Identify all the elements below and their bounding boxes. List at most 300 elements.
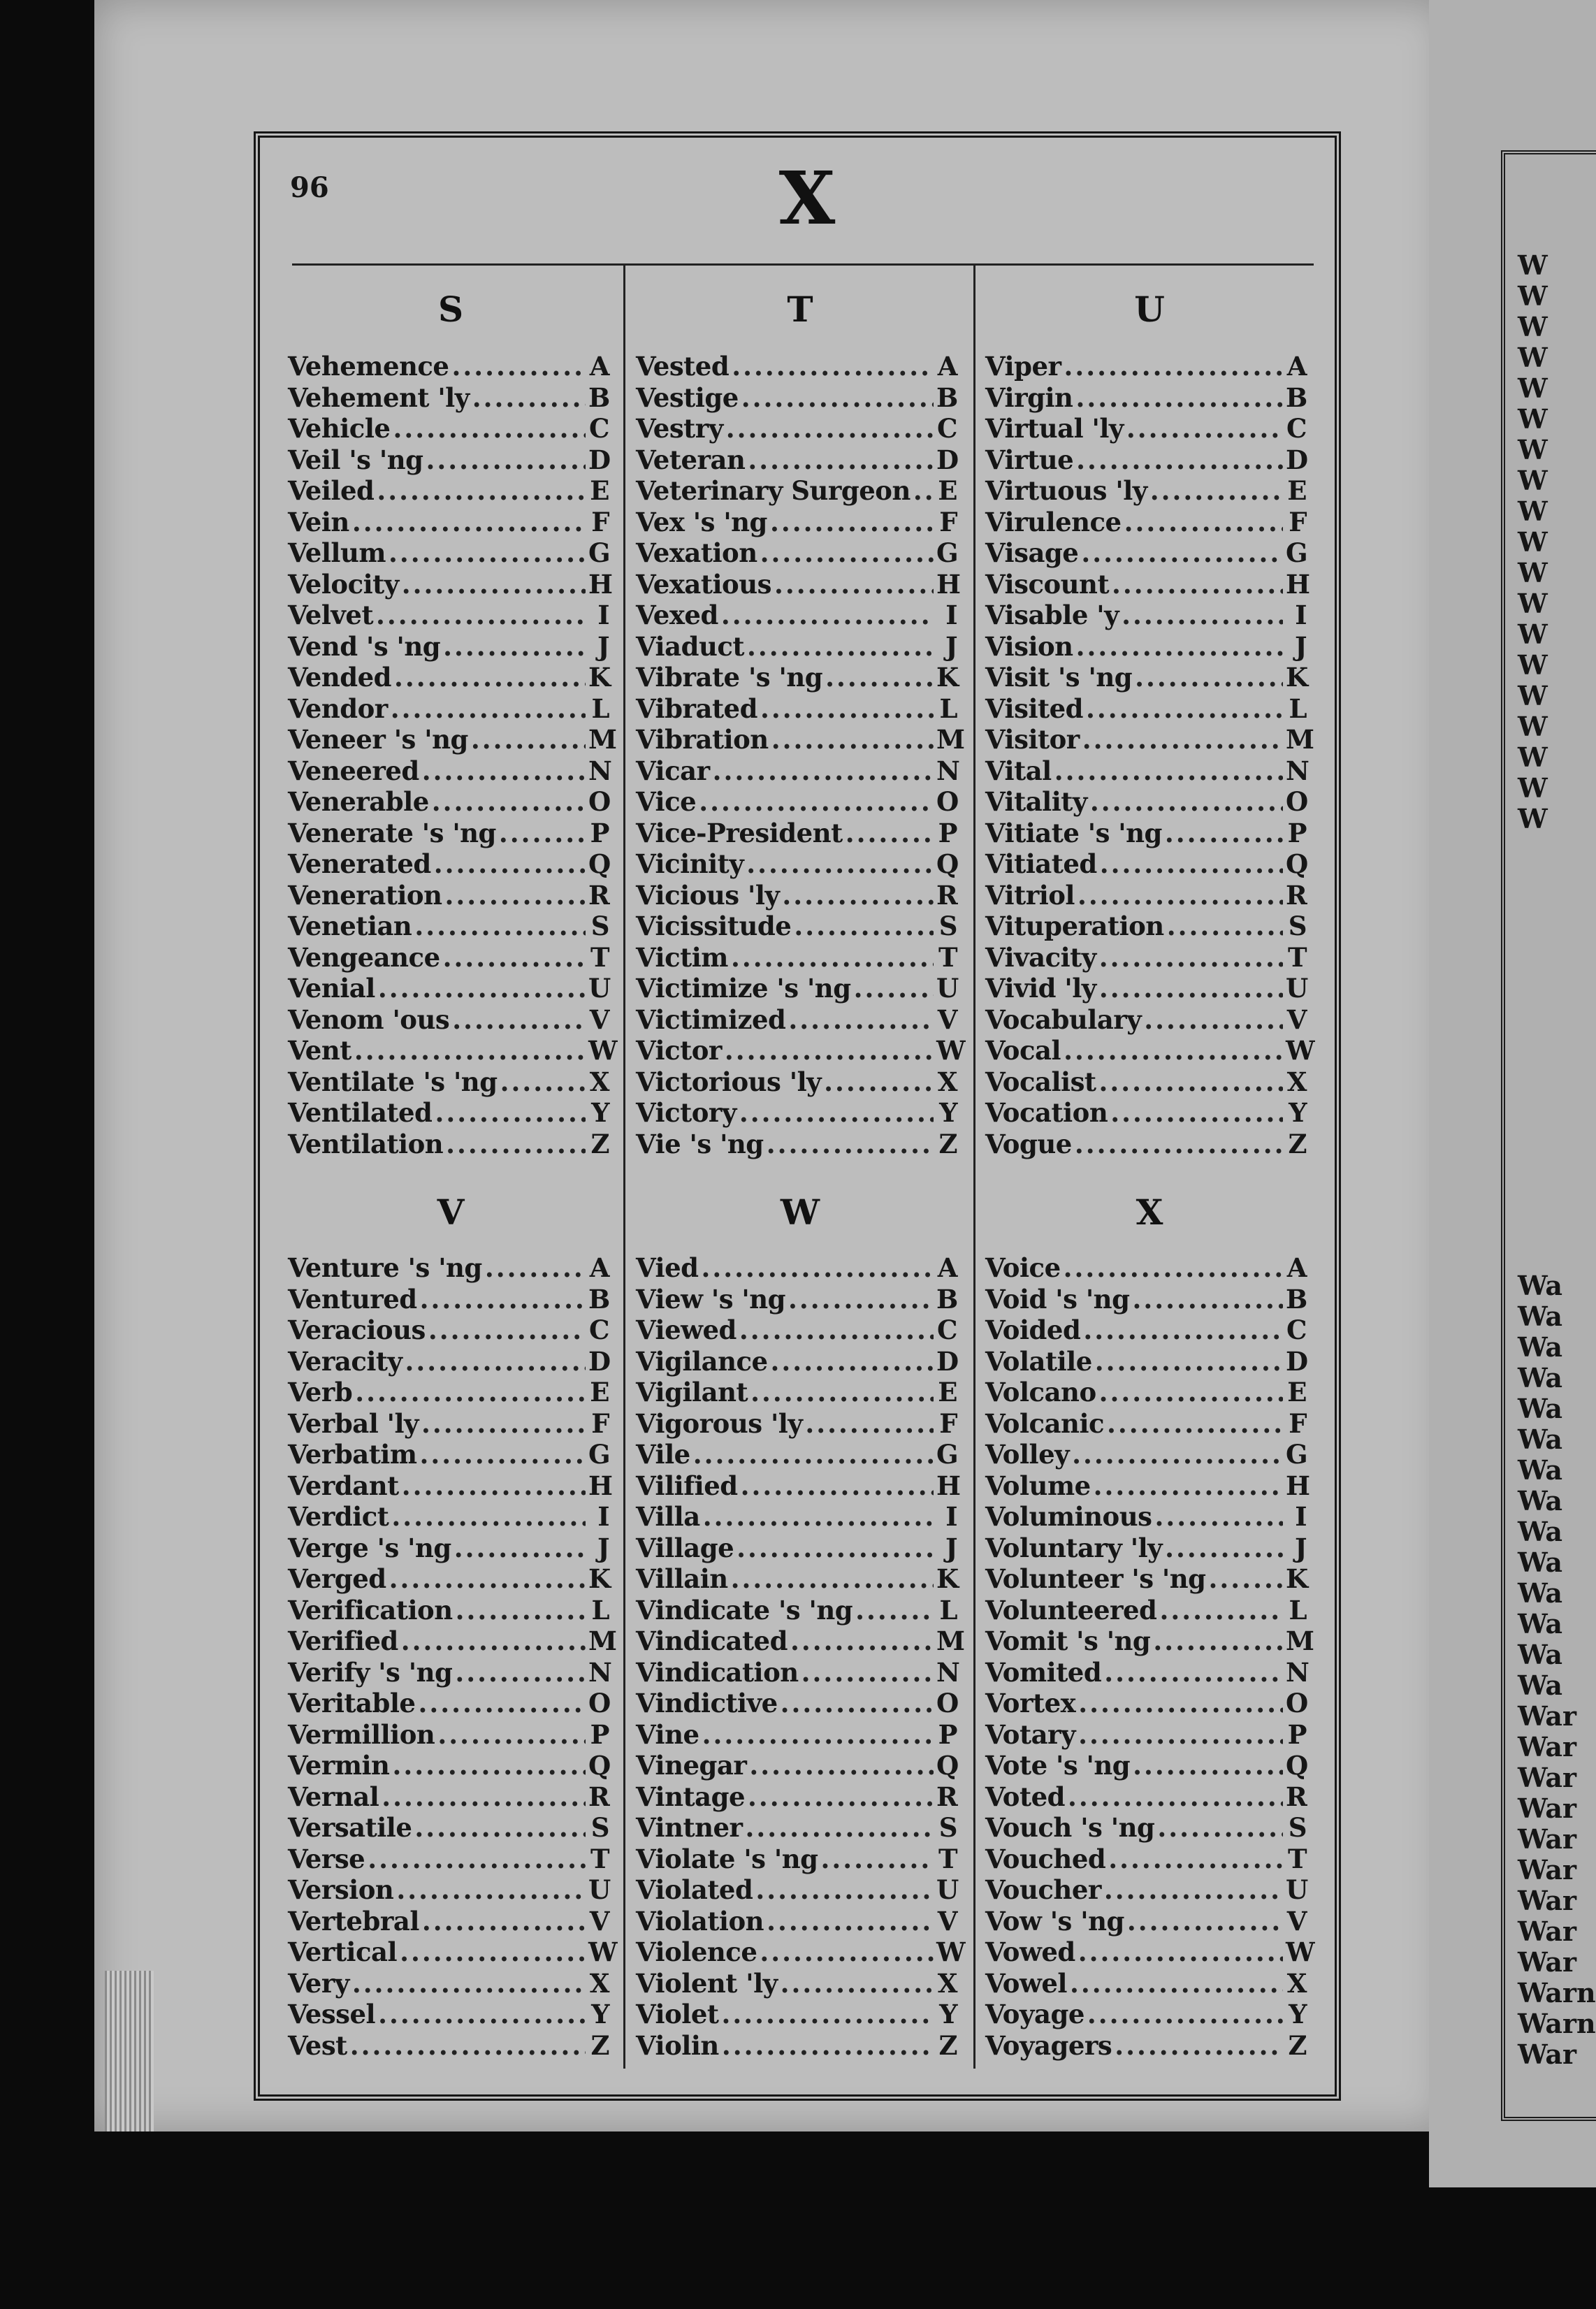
page-number: 96	[290, 171, 329, 204]
leader-dots	[741, 1470, 934, 1501]
entry-word: View 's 'ng	[636, 1283, 786, 1315]
leader-dots	[422, 755, 586, 786]
entry-code: V	[937, 1004, 957, 1035]
entry-code: L	[939, 1594, 957, 1626]
entry-code: P	[938, 1718, 957, 1750]
entry-code: H	[936, 1470, 961, 1501]
leader-dots	[1068, 1781, 1283, 1812]
entry-code: R	[936, 1781, 958, 1812]
entry-word: Violated	[636, 1874, 753, 1905]
entry-code: J	[945, 630, 957, 662]
entry-row	[636, 1377, 957, 1408]
entry-code: C	[937, 1315, 957, 1345]
leader-dots	[855, 1595, 934, 1626]
entry-word: Vivacity	[985, 941, 1096, 973]
leader-dots	[391, 693, 586, 724]
entry-word: Veil 's 'ng	[288, 444, 423, 475]
entry-code: N	[1286, 1656, 1310, 1688]
leader-dots	[731, 942, 934, 973]
entry-code: O	[588, 1688, 611, 1718]
leader-dots	[1108, 1844, 1283, 1874]
entry-code: E	[590, 1377, 609, 1407]
leader-dots	[1209, 1563, 1283, 1594]
facing-page-fragment: Wa	[1518, 1331, 1562, 1363]
leader-dots	[731, 1563, 934, 1594]
facing-page-fragment: Wa	[1518, 1301, 1562, 1332]
entry-word: Verification	[288, 1594, 453, 1626]
entry-row	[985, 600, 1307, 631]
entry-code: Z	[590, 2029, 609, 2061]
column-heading: S	[437, 289, 464, 330]
leader-dots	[456, 1595, 586, 1626]
leader-dots	[770, 507, 934, 537]
entry-code: O	[936, 786, 959, 817]
entry-row	[985, 1346, 1307, 1377]
entry-code: Y	[1289, 1097, 1307, 1128]
entry-word: Void 's 'ng	[985, 1283, 1130, 1315]
entry-code: M	[588, 1626, 617, 1656]
entry-code: M	[588, 724, 617, 755]
entry-word: Versatile	[288, 1812, 412, 1843]
entry-row	[985, 444, 1307, 476]
facing-page-fragment: Wa	[1518, 1670, 1562, 1701]
entry-code: P	[590, 1718, 609, 1750]
leader-dots	[389, 537, 586, 568]
leader-dots	[499, 818, 586, 848]
entry-word: Viaduct	[636, 630, 744, 662]
entry-row	[288, 786, 609, 818]
entry-code: K	[588, 1563, 611, 1594]
entry-code: I	[597, 1501, 609, 1532]
leader-dots	[1078, 1688, 1283, 1718]
entry-word: Virulence	[985, 506, 1122, 537]
entry-word: Vehicle	[288, 413, 391, 444]
entry-code: Y	[591, 1097, 609, 1128]
entry-word: Victorious 'ly	[636, 1066, 822, 1097]
facing-page-fragment: Wa	[1518, 1362, 1562, 1394]
entry-code: I	[1295, 1501, 1307, 1532]
leader-dots	[426, 444, 586, 475]
leader-dots	[721, 600, 934, 630]
entry-code: N	[936, 1656, 960, 1688]
entry-row	[985, 1501, 1307, 1533]
entry-code: L	[1289, 693, 1307, 724]
entry-word: Vermin	[288, 1750, 390, 1781]
entry-row	[985, 1315, 1307, 1346]
leader-dots	[420, 1439, 586, 1470]
leader-dots	[820, 1844, 934, 1874]
entry-code: H	[936, 568, 961, 600]
entry-row	[636, 1315, 957, 1346]
entry-code: Z	[1288, 1128, 1307, 1159]
entry-row	[985, 911, 1307, 942]
entry-word: Verdict	[288, 1501, 389, 1532]
entry-row	[985, 1968, 1307, 1999]
leader-dots	[1100, 848, 1283, 879]
entry-word: Vehement 'ly	[288, 382, 470, 413]
leader-dots	[1094, 1470, 1283, 1501]
entry-row	[985, 1937, 1315, 1968]
entry-row	[985, 1874, 1307, 1906]
entry-word: Violet	[636, 1999, 719, 2029]
leader-dots	[767, 1129, 934, 1159]
entry-code: Q	[1286, 1750, 1308, 1781]
leader-dots	[378, 1999, 586, 2029]
entry-word: Vestry	[636, 413, 723, 444]
entry-code: Q	[588, 1750, 611, 1781]
entry-row	[288, 1968, 609, 1999]
entry-row	[288, 1315, 609, 1346]
entry-row	[636, 1284, 957, 1315]
leader-dots	[393, 413, 586, 444]
entry-row	[985, 1595, 1307, 1626]
entry-code: K	[936, 662, 959, 693]
entry-row	[288, 1844, 609, 1875]
entry-word: Voted	[985, 1781, 1065, 1812]
leader-dots	[1099, 942, 1283, 973]
entry-word: Very	[288, 1967, 349, 1999]
entry-code: Q	[1286, 848, 1308, 879]
entry-word: Verb	[288, 1377, 353, 1407]
entry-code: Y	[939, 1999, 957, 2029]
leader-dots	[1153, 1626, 1283, 1656]
leader-dots	[755, 1874, 934, 1905]
leader-dots	[1127, 1906, 1283, 1937]
entry-word: Violin	[636, 2029, 719, 2061]
entry-code: H	[1286, 1470, 1310, 1501]
entry-word: Vocabulary	[985, 1004, 1142, 1035]
entry-word: Viewed	[636, 1315, 737, 1345]
facing-page-fragment: W	[1518, 680, 1548, 711]
leader-dots	[1126, 413, 1283, 444]
entry-row	[985, 1129, 1307, 1160]
entry-code: E	[1287, 1377, 1307, 1407]
entry-word: Ventilation	[288, 1128, 444, 1159]
entry-word: Voided	[985, 1315, 1081, 1345]
leader-dots	[781, 1968, 934, 1999]
entry-word: Vicissitude	[636, 911, 792, 941]
leader-dots	[446, 1129, 586, 1159]
entry-word: Vile	[636, 1439, 690, 1470]
leader-dots	[354, 1035, 586, 1066]
entry-word: Verbatim	[288, 1439, 417, 1470]
column-heading: W	[780, 1192, 820, 1233]
entry-code: F	[591, 506, 609, 537]
entry-word: Vomit 's 'ng	[985, 1626, 1151, 1656]
leader-dots	[1083, 1315, 1283, 1345]
entry-row	[288, 507, 609, 538]
entry-row	[985, 1284, 1307, 1315]
entry-word: Vicious 'ly	[636, 879, 780, 911]
entry-word: Vermillion	[288, 1718, 435, 1750]
entry-word: Vertebral	[288, 1905, 419, 1937]
entry-row	[636, 942, 957, 973]
leader-dots	[693, 1439, 934, 1470]
entry-word: Veneration	[288, 879, 442, 911]
entry-word: Vice-President	[636, 817, 843, 848]
leader-dots	[445, 880, 586, 911]
leader-dots	[1076, 631, 1283, 662]
entry-word: Vexation	[636, 537, 757, 568]
leader-dots	[1135, 662, 1283, 693]
entry-row	[985, 1563, 1307, 1595]
entry-code: I	[945, 600, 957, 630]
entry-row	[636, 413, 957, 444]
facing-page-fragment: War	[1518, 1731, 1577, 1762]
entry-code: N	[588, 755, 612, 786]
entry-word: Volley	[985, 1439, 1070, 1470]
entry-word: Verged	[288, 1563, 386, 1594]
entry-row	[288, 848, 609, 880]
facing-page-fragment: W	[1518, 342, 1548, 373]
leader-dots	[788, 1284, 934, 1315]
entry-word: Venial	[288, 973, 375, 1004]
column-divider	[623, 266, 625, 2069]
entry-word: Vitriol	[985, 879, 1075, 911]
leader-dots	[722, 2030, 934, 2061]
entry-row	[288, 1595, 609, 1626]
entry-row	[636, 1129, 957, 1160]
entry-word: Vend 's 'ng	[288, 630, 441, 662]
entry-code: N	[1286, 755, 1310, 786]
leader-dots	[454, 1533, 586, 1563]
entry-code: F	[939, 506, 957, 537]
facing-page-fragment: W	[1518, 280, 1548, 312]
facing-page-fragment: W	[1518, 311, 1548, 342]
entry-code: A	[1286, 351, 1307, 382]
entry-row	[985, 662, 1307, 693]
entry-code: S	[938, 1812, 957, 1843]
entry-list	[636, 1252, 966, 2061]
entry-code: M	[936, 1626, 965, 1656]
entry-row	[636, 818, 957, 849]
facing-page-fragment: W	[1518, 526, 1548, 558]
entry-code: Q	[936, 848, 959, 879]
entry-row	[288, 351, 609, 382]
entry-code: X	[1286, 1066, 1307, 1097]
leader-dots	[391, 1501, 586, 1532]
leader-dots	[402, 1470, 586, 1501]
leader-dots	[1167, 911, 1283, 941]
leader-dots	[854, 973, 934, 1004]
entry-code: T	[938, 1843, 957, 1874]
leader-dots	[1078, 1937, 1283, 1967]
leader-dots	[1087, 1999, 1283, 2029]
leader-dots	[1090, 786, 1283, 817]
entry-word: Victor	[636, 1035, 722, 1066]
leader-dots	[1054, 755, 1283, 786]
facing-page-fragment: Wa	[1518, 1516, 1562, 1547]
entry-word: Venerate 's 'ng	[288, 817, 496, 848]
entry-code: G	[588, 537, 611, 568]
entry-code: D	[936, 444, 959, 475]
leader-dots	[471, 724, 586, 755]
entry-code: A	[937, 351, 957, 382]
entry-row	[288, 444, 609, 476]
entry-row	[985, 1999, 1307, 2030]
entry-row	[985, 880, 1307, 911]
entry-word: Vocalist	[985, 1066, 1096, 1097]
entry-word: Vibration	[636, 724, 769, 755]
leader-dots	[1095, 1346, 1283, 1377]
entry-row	[636, 475, 957, 507]
entry-code: P	[1287, 817, 1307, 848]
entry-row	[288, 1129, 609, 1160]
facing-page-fragment: War	[1518, 2039, 1577, 2070]
facing-page-fragment: Wa	[1518, 1547, 1562, 1578]
entry-code: W	[936, 1937, 966, 1967]
entry-code: P	[590, 817, 609, 848]
entry-row	[985, 786, 1307, 818]
facing-page-fragment: W	[1518, 741, 1548, 773]
leader-dots	[781, 1688, 934, 1718]
entry-code: G	[936, 1439, 959, 1470]
leader-dots	[846, 818, 934, 848]
leader-dots	[750, 1377, 934, 1407]
entry-row	[985, 413, 1307, 444]
entry-row	[288, 1626, 617, 1657]
entry-row	[636, 537, 957, 569]
leader-dots	[382, 1781, 586, 1812]
entry-row	[288, 1563, 609, 1595]
entry-row	[288, 724, 617, 755]
entry-row	[288, 382, 609, 414]
leader-dots	[422, 1906, 586, 1937]
entry-row	[288, 911, 609, 942]
entry-row	[636, 1844, 957, 1875]
entry-word: Vinegar	[636, 1750, 747, 1781]
entry-code: L	[591, 693, 609, 724]
entry-row	[636, 1937, 966, 1968]
leader-dots	[747, 631, 934, 662]
entry-row	[636, 1470, 961, 1502]
leader-dots	[771, 1346, 934, 1377]
entry-code: D	[588, 444, 611, 475]
entry-word: Victory	[636, 1097, 737, 1128]
entry-code: O	[1286, 1688, 1308, 1718]
entry-word: Vow 's 'ng	[985, 1905, 1124, 1937]
leader-dots	[405, 1346, 586, 1377]
entry-code: Y	[591, 1999, 609, 2029]
entry-code: R	[1286, 1781, 1307, 1812]
entry-code: V	[589, 1905, 609, 1937]
column-heading: X	[1136, 1192, 1163, 1233]
column-heading: V	[437, 1192, 465, 1233]
entry-row	[288, 1781, 609, 1813]
entry-word: Vigorous 'ly	[636, 1407, 803, 1439]
entry-word: Vogue	[985, 1128, 1072, 1159]
leader-dots	[760, 693, 934, 724]
leader-dots	[428, 1315, 586, 1345]
leader-dots	[1076, 444, 1283, 475]
entry-code: H	[588, 568, 613, 600]
leader-dots	[368, 1844, 586, 1874]
leader-dots	[455, 1657, 586, 1688]
facing-page-fragment: W	[1518, 249, 1548, 281]
entry-code: B	[1286, 382, 1307, 413]
entry-word: Victimized	[636, 1004, 786, 1035]
entry-word: Visited	[985, 693, 1084, 724]
entry-row	[636, 1439, 957, 1470]
leader-dots	[767, 1906, 934, 1937]
entry-row	[985, 1812, 1307, 1844]
leader-dots	[1159, 1595, 1283, 1626]
leader-dots	[801, 1657, 934, 1688]
entry-word: Viscount	[985, 568, 1110, 600]
entry-row	[288, 475, 609, 507]
entry-word: Ventilated	[288, 1097, 433, 1128]
entry-row	[636, 631, 957, 663]
entry-code: S	[1288, 1812, 1307, 1843]
entry-word: Vestige	[636, 382, 739, 413]
leader-dots	[402, 569, 586, 600]
entry-code: B	[588, 382, 610, 413]
leader-dots	[500, 1066, 586, 1097]
entry-word: Vocal	[985, 1035, 1061, 1066]
entry-row	[985, 1656, 1310, 1688]
entry-row	[636, 1906, 957, 1937]
leader-dots	[1110, 1097, 1283, 1128]
entry-row	[288, 1252, 609, 1284]
entry-row	[636, 1750, 957, 1781]
leader-dots	[452, 1004, 586, 1035]
entry-code: H	[588, 1470, 613, 1501]
entry-code: F	[1289, 1407, 1307, 1439]
leader-dots	[771, 724, 934, 755]
entry-word: Vest	[288, 2029, 347, 2061]
entry-code: D	[936, 1345, 959, 1377]
entry-word: Volunteered	[985, 1594, 1157, 1626]
entry-word: Vintner	[636, 1812, 743, 1843]
entry-row	[288, 973, 609, 1004]
entry-word: Vowel	[985, 1967, 1067, 1999]
entry-code: C	[589, 1315, 609, 1345]
entry-list	[288, 1252, 618, 2061]
entry-row	[288, 568, 613, 600]
entry-row	[985, 537, 1307, 569]
leader-dots	[377, 475, 586, 506]
entry-word: Voucher	[985, 1874, 1101, 1905]
entry-code: C	[1286, 413, 1307, 444]
entry-word: Vital	[985, 755, 1052, 786]
entry-row	[636, 786, 957, 818]
leader-dots	[443, 631, 586, 662]
facing-page-fragment: W	[1518, 557, 1548, 588]
leader-dots	[1112, 569, 1283, 600]
entry-row	[985, 1252, 1307, 1284]
entry-word: Virgin	[985, 382, 1073, 413]
entry-code: A	[589, 351, 609, 382]
entry-row	[985, 1470, 1310, 1502]
leader-dots	[824, 1066, 934, 1097]
entry-word: Visit 's 'ng	[985, 662, 1133, 693]
entry-word: Voluntary 'ly	[985, 1532, 1163, 1563]
facing-page-fragment: W	[1518, 803, 1548, 834]
entry-word: Vended	[288, 662, 392, 693]
entry-word: Vigilant	[636, 1377, 748, 1407]
entry-code: O	[588, 786, 611, 817]
leader-dots	[437, 1719, 586, 1750]
facing-page-fragment: W	[1518, 772, 1548, 804]
entry-word: Venerated	[288, 848, 431, 879]
entry-row	[636, 1563, 957, 1595]
entry-word: Vote 's 'ng	[985, 1750, 1131, 1781]
entry-code: B	[936, 1283, 958, 1315]
entry-code: U	[588, 1874, 611, 1905]
entry-code: E	[938, 475, 957, 506]
entry-code: Z	[1288, 2029, 1307, 2061]
entry-row	[288, 1533, 609, 1564]
